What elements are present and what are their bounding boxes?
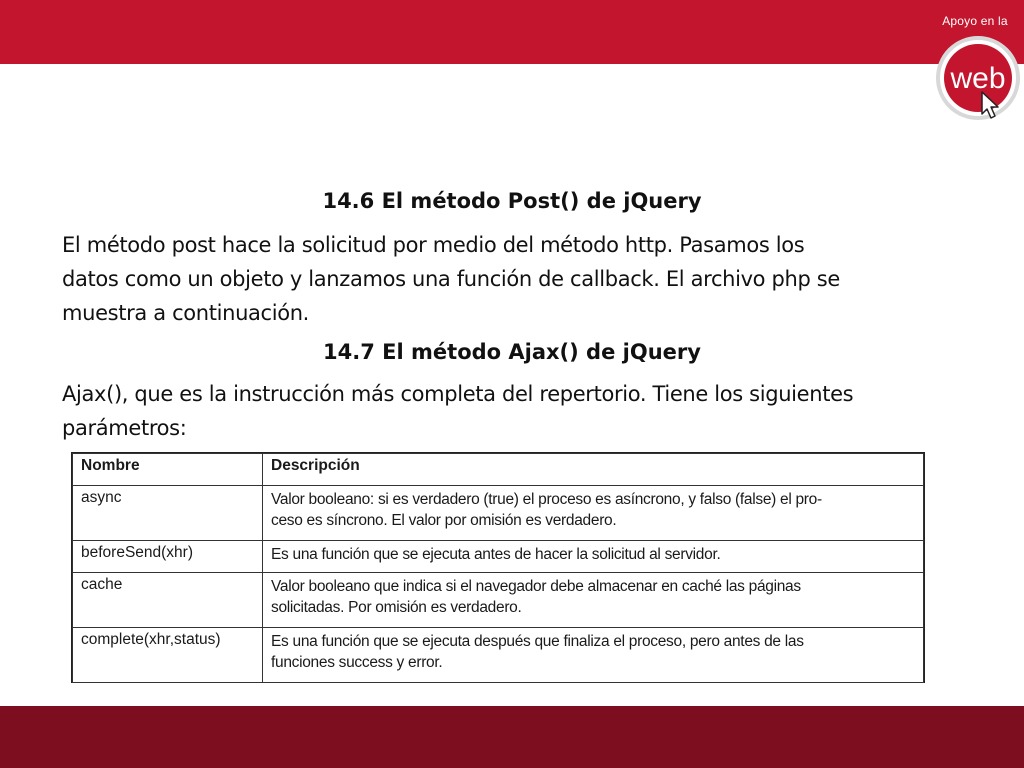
param-name: cache <box>73 573 263 628</box>
param-description <box>263 573 924 628</box>
table-row <box>73 628 924 683</box>
description-line: ceso es síncrono. El valor por omisión es verdadero. <box>271 512 617 529</box>
section-paragraph-post <box>62 228 972 330</box>
paragraph-line: muestra a continuación. <box>62 301 310 325</box>
parameters-table <box>71 452 925 683</box>
paragraph-line: Ajax(), que es la instrucción más completa del repertorio. Tiene los siguientes <box>62 382 854 406</box>
footer-bar <box>0 706 1024 768</box>
apoyo-web-logo <box>930 8 1020 138</box>
param-description <box>263 628 924 683</box>
logo-caption: Apoyo en la <box>942 14 1008 28</box>
section-paragraph-ajax <box>62 377 972 445</box>
section-title-ajax: 14.7 El método Ajax() de jQuery <box>323 340 701 364</box>
description-line: Es una función que se ejecuta antes de hacer la solicitud al servidor. <box>271 546 721 563</box>
paragraph-line: datos como un objeto y lanzamos una función de callback. El archivo php se <box>62 267 840 291</box>
param-name: complete(xhr,status) <box>73 628 263 683</box>
description-line: Es una función que se ejecuta después que finaliza el proceso, pero antes de las <box>271 633 804 650</box>
param-name: async <box>73 486 263 541</box>
table-header-row <box>73 454 924 486</box>
column-header-name: Nombre <box>73 454 263 486</box>
table-row <box>73 486 924 541</box>
logo-word: web <box>950 62 1006 95</box>
description-line: solicitadas. Por omisión es verdadero. <box>271 599 522 616</box>
description-line: Valor booleano que indica si el navegador debe almacenar en caché las páginas <box>271 578 801 595</box>
param-name: beforeSend(xhr) <box>73 541 263 573</box>
header-bar <box>0 0 1024 64</box>
param-description <box>263 541 924 573</box>
description-line: Valor booleano: si es verdadero (true) el proceso es asíncrono, y falso (false) el pro- <box>271 491 822 508</box>
table-row <box>73 541 924 573</box>
paragraph-line: parámetros: <box>62 416 187 440</box>
param-description <box>263 486 924 541</box>
column-header-description: Descripción <box>263 454 924 486</box>
description-line: funciones success y error. <box>271 654 443 671</box>
table-row <box>73 573 924 628</box>
paragraph-line: El método post hace la solicitud por medio del método http. Pasamos los <box>62 233 805 257</box>
section-title-post: 14.6 El método Post() de jQuery <box>322 189 702 213</box>
